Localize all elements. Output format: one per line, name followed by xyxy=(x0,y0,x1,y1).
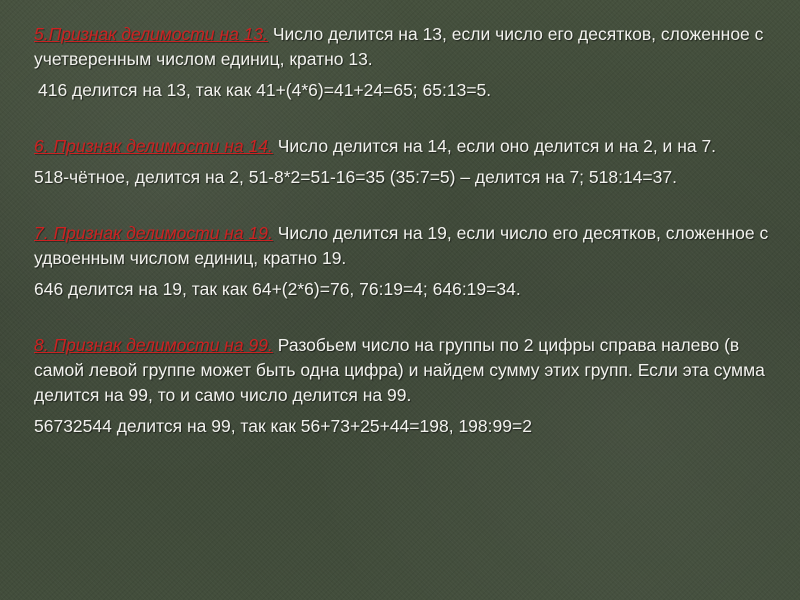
example-19: 646 делится на 19, так как 64+(2*6)=76, 76:19=4; 646:19=34. xyxy=(34,279,521,299)
rule-text-13: Число делится на 13, если число его десятков, сложенное с учетверенным числом единиц, кратно 13. xyxy=(34,24,764,69)
heading-divisibility-99: 8. Признак делимости на 99. xyxy=(34,335,273,355)
slide-content xyxy=(34,22,774,439)
rule-paragraph-99 xyxy=(34,333,774,408)
rule-paragraph-14 xyxy=(34,134,774,159)
heading-divisibility-13: 5.Признак делимости на 13. xyxy=(34,24,268,44)
heading-divisibility-19: 7. Признак делимости на 19. xyxy=(34,223,273,243)
rule-text-99: Разобьем число на группы по 2 цифры справа налево (в самой левой группе может быть одна цифра) и найдем сумму этих групп. Если эта сумма делится на 99, то и само число делится на 99. xyxy=(34,335,765,405)
example-13: 416 делится на 13, так как 41+(4*6)=41+24=65; 65:13=5. xyxy=(38,80,492,100)
rule-text-19: Число делится на 19, если число его десятков, сложенное с удвоенным числом единиц, кратно 19. xyxy=(34,223,769,268)
heading-divisibility-14: 6. Признак делимости на 14. xyxy=(34,136,273,156)
example-14: 518-чётное, делится на 2, 51-8*2=51-16=35 (35:7=5) – делится на 7; 518:14=37. xyxy=(34,167,677,187)
rule-paragraph-13 xyxy=(34,22,774,72)
example-99: 56732544 делится на 99, так как 56+73+25+44=198, 198:99=2 xyxy=(34,416,532,436)
rule-paragraph-19 xyxy=(34,221,774,271)
rule-text-14: Число делится на 14, если оно делится и на 2, и на 7. xyxy=(272,136,717,156)
